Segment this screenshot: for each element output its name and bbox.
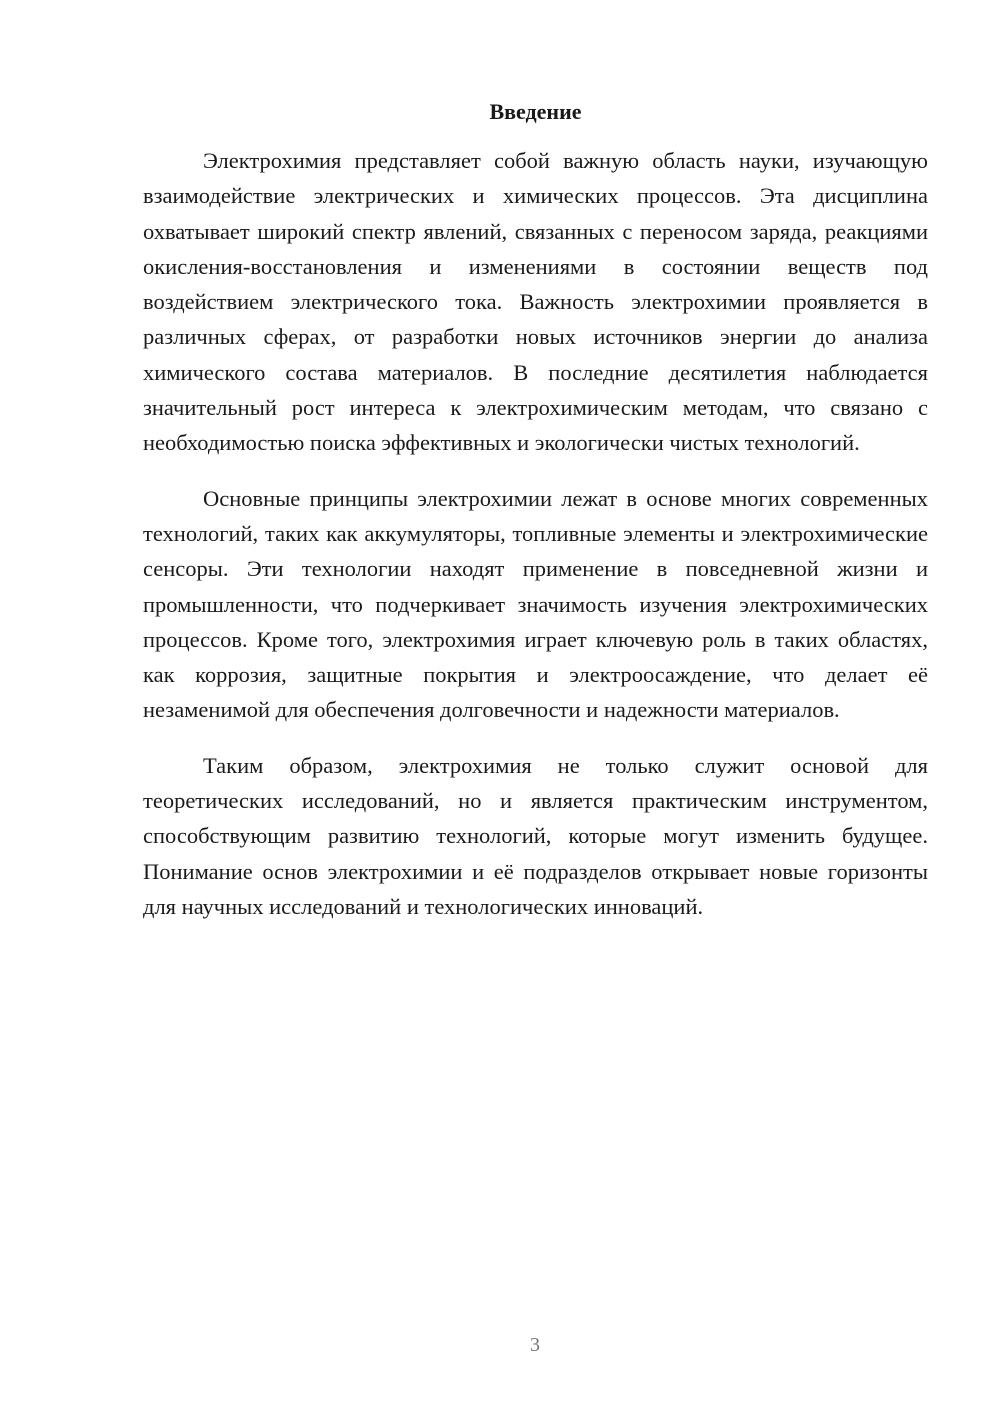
page-number: 3 xyxy=(530,1334,540,1356)
body-text xyxy=(143,143,928,944)
paragraph-3: Таким образом, электрохимия не только служит основой для теоретических исследований, но и является практическим инструментом, способствующим развитию технологий, которые могут изменить будущее. Понимание основ электрохимии и её подразделов открывает новые горизонты для научных исследований и технологических инноваций. xyxy=(143,752,928,919)
section-title: Введение xyxy=(489,99,582,124)
paragraph-1: Электрохимия представляет собой важную область науки, изучающую взаимодействие электрических и химических процессов. Эта дисциплина охватывает широкий спектр явлений, связанных с переносом заряда, реакциями окисления-восстановления и изменениями в состоянии веществ под воздействием электрического тока. Важность электрохимии проявляется в различных сферах, от разработки новых источников энергии до анализа химического состава материалов. В последние десятилетия наблюдается значительный рост интереса к электрохимическим методам, что связано с необходимостью поиска эффективных и экологически чистых технологий. xyxy=(143,148,928,456)
paragraph-2: Основные принципы электрохимии лежат в основе многих современных технологий, таких как аккумуляторы, топливные элементы и электрохимические сенсоры. Эти технологии находят применение в повседневной жизни и промышленности, что подчеркивает значимость изучения электрохимических процессов. Кроме того, электрохимия играет ключевую роль в таких областях, как коррозия, защитные покрытия и электроосаждение, что делает её незаменимой для обеспечения долговечности и надежности материалов. xyxy=(143,485,928,723)
